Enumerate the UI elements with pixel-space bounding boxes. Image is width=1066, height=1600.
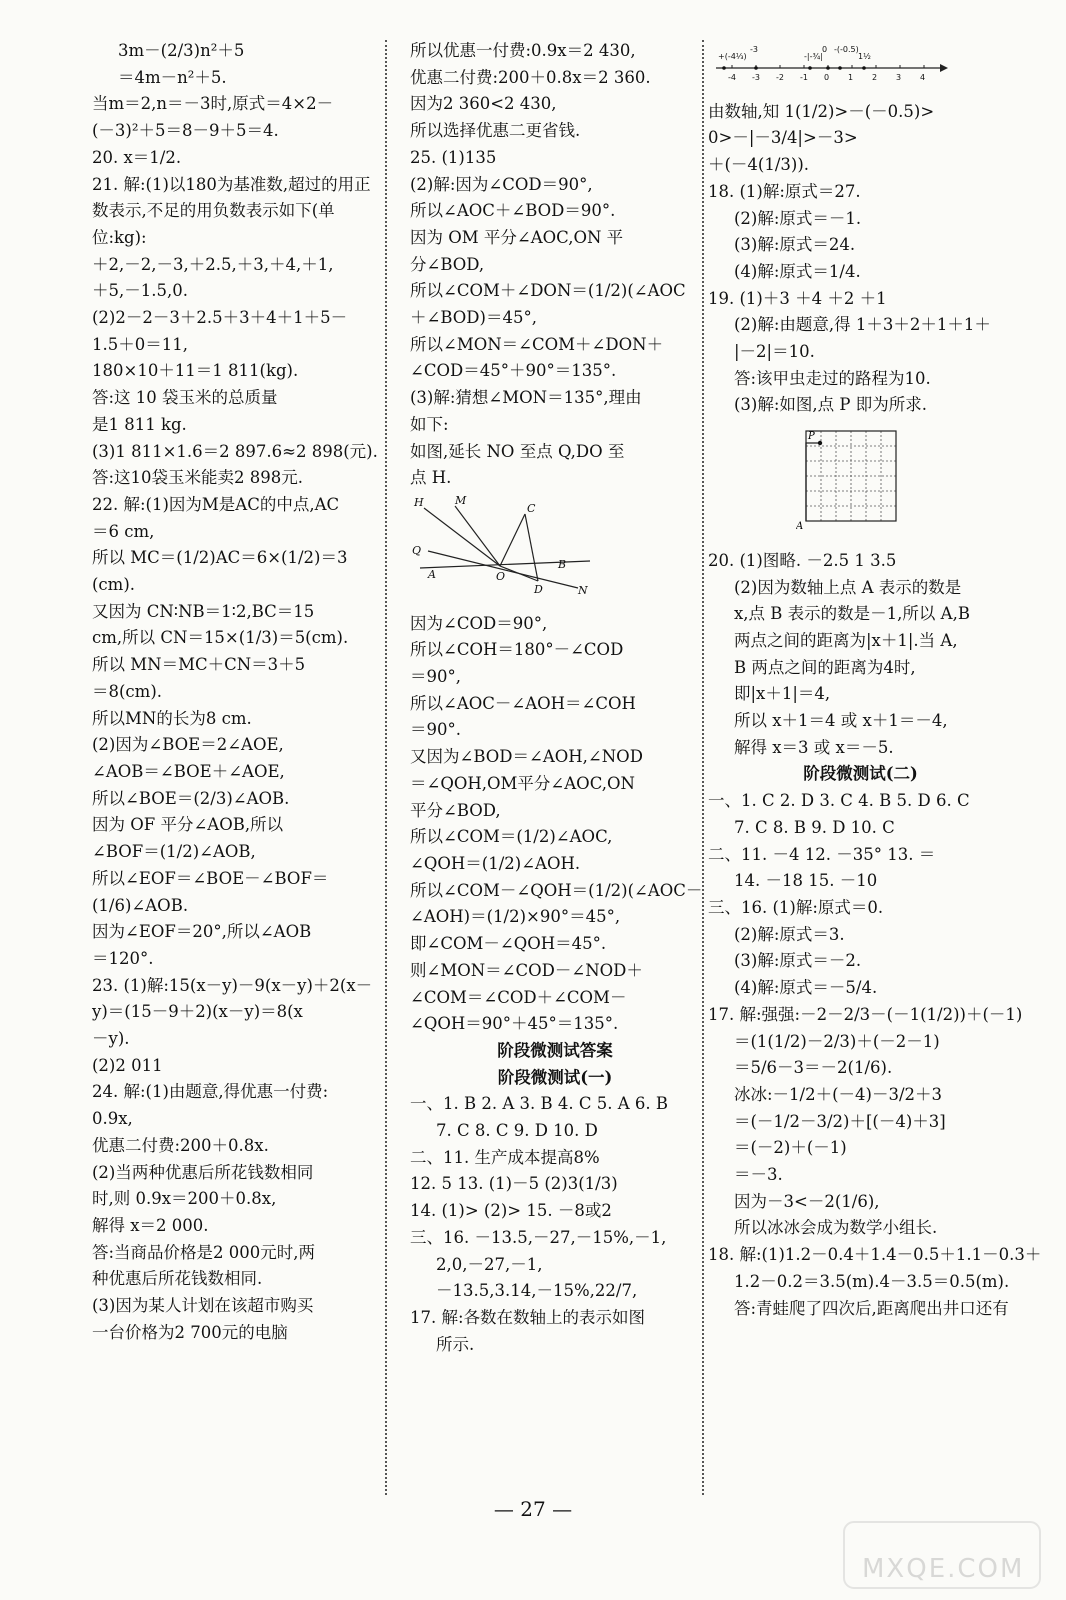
text-line: ∠AOH)＝(1/2)×90°＝45°, <box>410 907 621 927</box>
text-line: ＋(－4(1/3)). <box>708 155 810 175</box>
angle-label: O <box>496 569 506 583</box>
text-line: 0>－|－3/4|>－3> <box>708 128 858 148</box>
text-line: ＝8(cm). <box>92 681 163 701</box>
text-line: 位:kg): <box>92 227 147 247</box>
text-line: 所以∠COM＝(1/2)∠AOC, <box>410 827 613 847</box>
text-line: 阶段微测试答案 <box>497 1040 613 1060</box>
text-line: 17. 解:各数在数轴上的表示如图 <box>410 1307 646 1327</box>
text-line: 时,则 0.9x＝200＋0.8x, <box>92 1189 277 1209</box>
text-line: ＋2,－2,－3,＋2.5,＋3,＋4,＋1, <box>92 254 334 274</box>
text-line: 解得 x＝2 000. <box>92 1215 209 1235</box>
text-line: (1/6)∠AOB. <box>92 895 189 915</box>
text-line: －13.5,3.14,－15%,22/7, <box>436 1281 638 1301</box>
text-line: 所以 x＋1＝4 或 x＋1＝－4, <box>734 711 948 731</box>
text-line: ＝5/6－3＝－2(1/6). <box>734 1058 893 1078</box>
text-line: ∠QOH＝90°＋45°＝135°. <box>410 1014 619 1034</box>
text-line: 因为2 360<2 430, <box>410 94 557 114</box>
text-line: (2)解:原式＝－1. <box>734 208 862 228</box>
text-line: 因为－3<－2(1/6), <box>734 1191 880 1211</box>
text-line: 19. (1)＋3 ＋4 ＋2 ＋1 <box>708 288 887 308</box>
text-line: 种优惠后所花钱数相同. <box>92 1269 263 1289</box>
text-line: (2)解:原式＝3. <box>734 924 845 944</box>
text-line: 答:青蛙爬了四次后,距离爬出井口还有 <box>734 1298 1009 1318</box>
text-line: 所以∠BOE＝(2/3)∠AOB. <box>92 788 290 808</box>
text-line: 23. (1)解:15(x－y)－9(x－y)＋2(x－ <box>92 975 373 995</box>
text-line: 阶段微测试(一) <box>497 1067 613 1087</box>
text-line: (2)解:由题意,得 1＋3＋2＋1＋1＋ <box>734 315 991 335</box>
column-divider <box>385 40 387 1495</box>
text-line: 18. 解:(1)1.2－0.4＋1.4－0.5＋1.1－0.3＋ <box>708 1245 1042 1265</box>
text-line: 所以∠COH＝180°－∠COD <box>410 640 624 660</box>
text-line: ∠COM＝∠COD＋∠COM－ <box>410 987 627 1007</box>
text-line: ＝(－1/2－3/2)＋[(－4)＋3] <box>734 1111 946 1131</box>
text-line: B 两点之间的距离为4时, <box>734 657 916 677</box>
text-line: 24. 解:(1)由题意,得优惠一付费: <box>92 1082 329 1102</box>
text-line: 因为 OM 平分∠AOC,ON 平 <box>410 227 624 247</box>
text-line: ∠BOF＝(1/2)∠AOB, <box>92 842 256 862</box>
svg-text:A: A <box>796 521 804 533</box>
text-line: 所以选择优惠二更省钱. <box>410 121 581 141</box>
text-line: ＝6 cm, <box>92 521 155 541</box>
text-line: 所以∠EOF＝∠BOE－∠BOF＝ <box>92 868 329 888</box>
text-line: (2)解:因为∠COD＝90°, <box>410 174 593 194</box>
text-line: 1.2－0.2＝3.5(m).4－3.5＝0.5(m). <box>734 1271 1010 1291</box>
numberline-label: -3 <box>752 73 760 82</box>
numberline-point-label: -(-0.5) <box>834 45 859 54</box>
column-3-upper <box>708 99 1013 419</box>
text-line: 当m＝2,n＝－3时,原式＝4×2－ <box>92 94 334 114</box>
text-line: (4)解:原式＝1/4. <box>734 261 861 281</box>
text-line: 答:这10袋玉米能卖2 898元. <box>92 468 304 488</box>
text-line: 平分∠BOD, <box>410 800 501 820</box>
text-line: ＝4m－n²＋5. <box>118 67 227 87</box>
text-line: 所以 MC＝(1/2)AC＝6×(1/2)＝3 <box>92 548 348 568</box>
column-2-upper <box>410 38 700 492</box>
numberline-point-label: 0 <box>822 45 828 54</box>
text-line: 冰冰:－1/2＋(－4)－3/2＋3 <box>734 1084 943 1104</box>
angle-label: D <box>534 582 543 596</box>
text-line: 二、11. 生产成本提高8% <box>410 1147 600 1167</box>
text-line: (3)解:如图,点 P 即为所求. <box>734 395 928 415</box>
text-line: 7. C 8. C 9. D 10. D <box>436 1121 598 1141</box>
text-line: ＝120°. <box>92 948 154 968</box>
text-line: 三、16. －13.5,－27,－15%,－1, <box>410 1227 667 1247</box>
text-line: 因为 OF 平分∠AOB,所以 <box>92 815 284 835</box>
text-line: 所以∠AOC－∠AOH＝∠COH <box>410 693 636 713</box>
text-line: 优惠二付费:200＋0.8x＝2 360. <box>410 67 651 87</box>
text-line: 25. (1)135 <box>410 147 497 167</box>
numberline-point-label: +(-4⅓) <box>718 52 747 61</box>
text-line: 因为∠COD＝90°, <box>410 613 548 633</box>
text-line: 如图,延长 NO 至点 Q,DO 至 <box>410 441 625 461</box>
text-line: 一、1. B 2. A 3. B 4. C 5. A 6. B <box>410 1094 668 1114</box>
text-line: 两点之间的距离为|x＋1|.当 A, <box>734 630 958 650</box>
text-line: cm,所以 CN＝15×(1/3)＝5(cm). <box>92 628 349 648</box>
text-line: (3)解:原式＝24. <box>734 235 856 255</box>
text-line: 分∠BOD, <box>410 254 485 274</box>
text-line: 答:这 10 袋玉米的总质量 <box>92 388 278 408</box>
svg-text:P: P <box>808 431 815 443</box>
text-line: 0.9x, <box>92 1109 133 1129</box>
text-line: (3)解:猜想∠MON＝135°,理由 <box>410 388 642 408</box>
numberline-label: -2 <box>776 73 784 82</box>
text-line: (3)1 811×1.6＝2 897.6≈2 898(元). <box>92 441 378 461</box>
text-line: ＝－3. <box>734 1165 783 1185</box>
text-line: ＋∠BOD)＝45°, <box>410 308 537 328</box>
column-1 <box>92 38 382 1346</box>
text-line: 解得 x＝3 或 x＝－5. <box>734 737 894 757</box>
text-line: ＝∠QOH,OM平分∠AOC,ON <box>410 773 635 793</box>
text-line: (2)2 011 <box>92 1055 163 1075</box>
numberline-point-label: -3 <box>750 45 758 54</box>
text-line: 阶段微测试(二) <box>803 764 918 784</box>
numberline-point <box>722 66 726 70</box>
text-line: 18. (1)解:原式＝27. <box>708 181 861 201</box>
text-line: y)＝(15－9＋2)(x－y)＝8(x <box>92 1002 303 1022</box>
text-line: 所以 MN＝MC＋CN＝3＋5 <box>92 655 306 675</box>
text-line: 所以冰冰会成为数学小组长. <box>734 1218 938 1238</box>
text-line: 17. 解:强强:－2－2/3－(－1(1/2))＋(－1) <box>708 1004 1023 1024</box>
text-line: ＝90°, <box>410 667 461 687</box>
text-line: 22. 解:(1)因为M是AC的中点,AC <box>92 494 340 514</box>
text-line: (2)因为数轴上点 A 表示的数是 <box>734 577 962 597</box>
grid-figure <box>708 423 1013 542</box>
text-line: 如下: <box>410 414 449 434</box>
text-line: ∠COD＝45°＋90°＝135°. <box>410 361 617 381</box>
text-line: (2)当两种优惠后所花钱数相同 <box>92 1162 314 1182</box>
angle-figure <box>410 496 700 605</box>
text-line: ＝90°. <box>410 720 461 740</box>
text-line: 所以∠AOC＋∠BOD＝90°. <box>410 201 616 221</box>
angle-label: B <box>558 557 567 571</box>
text-line: 所以优惠一付费:0.9x＝2 430, <box>410 41 636 60</box>
text-line: 答:该甲虫走过的路程为10. <box>734 368 931 388</box>
watermark-text: MXQE.COM <box>862 1554 1025 1584</box>
angle-label: C <box>527 501 536 515</box>
page-number: — 27 — <box>493 1497 573 1521</box>
text-line: (3)因为某人计划在该超市购买 <box>92 1296 314 1316</box>
text-line: 所以MN的长为8 cm. <box>92 708 252 728</box>
numberline-point-label: 1½ <box>858 52 871 61</box>
text-line: 所以∠COM－∠QOH＝(1/2)(∠AOC－ <box>410 880 703 900</box>
text-line: 20. x＝1/2. <box>92 147 182 167</box>
text-line: 180×10＋11＝1 811(kg). <box>92 361 299 381</box>
text-line: 则∠MON＝∠COD－∠NOD＋ <box>410 960 643 980</box>
text-line: 优惠二付费:200＋0.8x. <box>92 1135 269 1155</box>
text-line: 1.5＋0＝11, <box>92 334 188 354</box>
text-line: ∠QOH＝(1/2)∠AOH. <box>410 853 581 873</box>
text-line: 二、11. －4 12. －35° 13. ＝ <box>708 844 936 864</box>
text-line: |－2|＝10. <box>734 342 815 362</box>
numberline-label: 2 <box>872 73 878 82</box>
text-line: 20. (1)图略. －2.5 1 3.5 <box>708 550 897 570</box>
text-line: －y). <box>92 1029 130 1049</box>
watermark-logo <box>842 1520 1042 1590</box>
text-line: 即|x＋1|＝4, <box>734 684 831 704</box>
column-3-lower <box>708 548 1042 1322</box>
text-line: 21. 解:(1)以180为基准数,超过的用正 <box>92 174 371 194</box>
numberline-label: 1 <box>848 73 854 82</box>
text-line: 2,0,－27,－1, <box>436 1254 543 1274</box>
text-line: 所以∠MON＝∠COM＋∠DON＋ <box>410 334 664 354</box>
text-line: ＝(1(1/2)－2/3)＋(－2－1) <box>734 1031 940 1051</box>
numberline-point-label: -|-¾| <box>804 52 823 61</box>
text-line: x,点 B 表示的数是－1,所以 A,B <box>734 604 970 624</box>
text-line: (2)因为∠BOE＝2∠AOE, <box>92 735 284 755</box>
column-divider <box>702 40 704 1495</box>
text-line: (－3)²＋5＝8－9＋5＝4. <box>92 121 279 141</box>
text-line: 一台价格为2 700元的电脑 <box>92 1322 288 1342</box>
column-3 <box>708 38 1042 1322</box>
numberline-point <box>838 66 842 70</box>
text-line: (4)解:原式＝－5/4. <box>734 978 878 998</box>
text-line: 又因为∠BOD＝∠AOH,∠NOD <box>410 747 643 767</box>
angle-label: H <box>414 495 424 509</box>
angle-label: M <box>455 495 467 507</box>
column-2 <box>410 38 703 1358</box>
text-line: ∠AOB＝∠BOE＋∠AOE, <box>92 761 285 781</box>
text-line: 由数轴,知 1(1/2)>－(－0.5)> <box>708 101 935 121</box>
numberline-label: -4 <box>728 73 736 82</box>
text-line: 是1 811 kg. <box>92 414 187 434</box>
angle-label: N <box>578 583 588 596</box>
angle-label: Q <box>412 543 422 557</box>
text-line: 7. C 8. B 9. D 10. C <box>734 817 895 837</box>
text-line: 12. 5 13. (1)－5 (2)3(1/3) <box>410 1174 618 1194</box>
text-line: 一、1. C 2. D 3. C 4. B 5. D 6. C <box>708 791 970 811</box>
numberline-point <box>754 66 758 70</box>
text-line: 因为∠EOF＝20°,所以∠AOB <box>92 922 312 942</box>
numberline-point <box>808 66 812 70</box>
numberline-label: 3 <box>896 73 902 82</box>
text-line: 所示. <box>436 1334 475 1354</box>
text-line: 14. －18 15. －10 <box>734 871 878 891</box>
text-line: 3m－(2/3)n²＋5 <box>118 41 245 60</box>
text-line: 答:当商品价格是2 000元时,两 <box>92 1242 316 1262</box>
text-line: (cm). <box>92 575 136 595</box>
text-line: ＋5,－1.5,0. <box>92 281 188 301</box>
numberline-label: 0 <box>824 73 830 82</box>
column-2-lower <box>410 611 703 1359</box>
text-line: 三、16. (1)解:原式＝0. <box>708 897 884 917</box>
text-line: (2)2－2－3＋2.5＋3＋4＋1＋5－ <box>92 308 348 328</box>
text-line: 即∠COM－∠QOH＝45°. <box>410 934 607 954</box>
text-line: 又因为 CN∶NB＝1∶2,BC＝15 <box>92 601 315 621</box>
text-line: 点 H. <box>410 468 452 488</box>
numberline-point <box>862 66 866 70</box>
numberline-label: 4 <box>920 73 926 82</box>
text-line: (3)解:原式＝－2. <box>734 951 862 971</box>
numberline-point <box>826 66 830 70</box>
number-line-figure <box>708 42 1013 93</box>
text-line: 所以∠COM＋∠DON＝(1/2)(∠AOC <box>410 281 686 301</box>
text-line: 14. (1)> (2)> 15. －8或2 <box>410 1201 612 1221</box>
text-line: ＝(－2)＋(－1) <box>734 1138 847 1158</box>
angle-label: A <box>428 567 436 581</box>
numberline-label: -1 <box>800 73 808 82</box>
text-line: 数表示,不足的用负数表示如下(单 <box>92 201 335 221</box>
